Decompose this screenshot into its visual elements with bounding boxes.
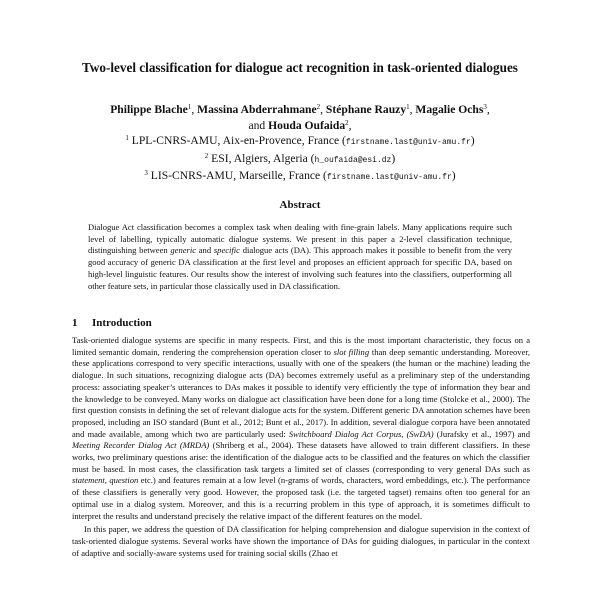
affiliation-line: $^1$ LPL-CNRS-AMU, Aix-en-Provence, France (firstname.last@univ-amu.fr): [125, 134, 475, 147]
abstract-part: Dialogue Act classification becomes a complex task when dealing with fine-grain labels. Many applications require such level of labelling, typically automatic dialogue systems. We present in this paper a 2-level classification technique, distinguishing between: [88, 222, 512, 256]
paper-title: Two-level classification for dialogue act recognition in task-oriented dialogues: [82, 60, 518, 75]
author-line-1: Philippe Blache$^1$, Massina Abderrahmane$^2$, Stéphane Rauzy$^1$, Magalie Ochs$^3$,: [110, 103, 490, 116]
affiliation-text: ESI, Algiers, Algeria: [211, 151, 308, 165]
author-name: Massina Abderrahmane: [197, 103, 317, 116]
abstract-text: [88, 222, 512, 292]
author-name: Philippe Blache: [110, 103, 188, 116]
body-paragraph: [72, 335, 530, 522]
abstract-emph-generic: generic: [170, 245, 197, 256]
author-affiliation-mark: 2: [345, 118, 349, 127]
author-joiner: and: [248, 118, 266, 132]
author-affiliation-mark: 2: [316, 103, 321, 111]
author-affiliation-mark: 1: [406, 103, 410, 111]
affiliation-email: firstname.last@univ-amu.fr: [326, 173, 452, 182]
abstract-heading: Abstract: [279, 199, 321, 211]
affiliation-text: LIS-CNRS-AMU, Marseille, France: [150, 169, 321, 182]
affiliation-email: firstname.last@univ-amu.fr: [345, 138, 471, 147]
abstract-part: and: [196, 245, 214, 256]
text-run: (Shriberg et al., 2004). These datasets have allowed to train different classifiers. In these works, two preliminary questions arise: the identification of the dialogue acts to be classified and the features on which the classifier must be based. In most cases, the classification task targets a limited set of classes (corresponding to very general DAs such as: [72, 440, 531, 474]
emph-slot-filling: slot filling: [333, 346, 370, 357]
affiliation-email: h_oufaida@esi.dz: [314, 155, 392, 165]
emph-statement-question: statement, question: [72, 475, 139, 486]
author-line-2: and Houda Oufaida$^2$,: [248, 118, 352, 132]
author-affiliation-mark: 3: [483, 103, 487, 111]
text-run: than deep semantic understanding. Moreover, these applications correspond to very specific interactions, usually with one of the speakers (the human or the machine) leading the dialogue. In such situations, recognizing dialogue acts (DA) becomes extremely useful as a preliminary step of the understanding process: associating speaker’s utterances to DAs makes it possible to identify very efficiently the type of information they bear and the knowledge to be conveyed. Many works on dialogue act classification have been done for a long time (Stolcke et al., 2000). The first question consists in defining the set of relevant dialogue acts for the system. Different generic DA annotation schemes have been proposed, including an ISO standard (Bunt et al., 2012; Bunt et al., 2017). In addition, several dialogue corpora have been annotated and made available, among which two are particularly used:: [72, 346, 530, 439]
emph-mrda: Meeting Recorder Dialog Act (MRDA): [72, 440, 210, 451]
author-block: [60, 102, 540, 186]
affiliation-text: LPL-CNRS-AMU, Aix-en-Provence, France: [131, 134, 340, 147]
introduction-body: [72, 335, 530, 559]
text-run: (Jurafsky et al., 1997) and: [433, 428, 530, 439]
author-name: Stéphane Rauzy: [325, 103, 407, 116]
section-title: Introduction: [92, 317, 152, 329]
text-run: Task-oriented dialogue systems are specific in many respects. First, and this is the most important characteristic, they focus on a limited semantic domain, rendering the comprehension operation closer to: [72, 335, 530, 357]
section-number: 1: [72, 317, 78, 329]
author-name: Magalie Ochs: [415, 103, 484, 116]
affiliation-line: $^2$ ESI, Algiers, Algeria (h_oufaida@esi.dz): [204, 151, 396, 165]
author-affiliation-mark: 1: [187, 103, 192, 111]
body-paragraph: In this paper, we address the question of DA classification for helping comprehension and dialogue supervision in the context of task-oriented dialogue systems. Several works have shown the importance of DAs for guiding dialogues, in particular in the context of adaptive and socially-aware systems used for training social skills (Zhao et: [72, 524, 530, 558]
text-run: etc.) and features remain at a low level (n-grams of words, characters, word embeddings, etc.). The performance of these classifiers is generally very good. However, the proposed task (i.e. the targeted tagset) remains often too general for an optimal use in a dialog system. Moreover, and this is a recurring problem in this type of approach, it is sometimes difficult to interpret the results and understand precisely the relative impact of the different features on the model.: [72, 475, 530, 521]
abstract-part: dialogue acts (DA). This approach makes it possible to benefit from the very good accuracy of generic DA classification at the first level and proposes an efficient approach for specific DA, based on high-level linguistic features. Our results show the interest of involving such features into the classifiers, outperforming all other feature sets, in particular those classically used in DA classification.: [88, 245, 512, 291]
emph-swda: Switchboard Dialog Act Corpus, (SwDA): [288, 428, 434, 439]
affiliation-mark: 1: [125, 134, 129, 142]
affiliation-line: $^3$ LIS-CNRS-AMU, Marseille, France (firstname.last@univ-amu.fr): [144, 169, 456, 182]
affiliation-mark: 2: [204, 151, 209, 160]
author-name: Houda Oufaida: [268, 118, 346, 132]
section-heading: [72, 316, 152, 330]
abstract-paragraph: [88, 222, 512, 292]
abstract-emph-specific: specific: [213, 245, 240, 256]
affiliation-mark: 3: [144, 169, 148, 177]
